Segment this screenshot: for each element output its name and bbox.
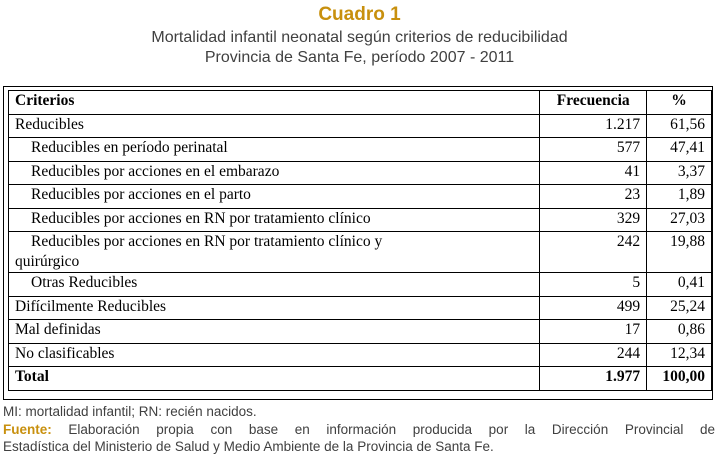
column-header-percent: %: [647, 91, 712, 115]
row-label: Difícilmente Reducibles: [9, 296, 540, 320]
row-percent: 61,56: [647, 114, 712, 138]
row-label: Reducibles por acciones en el embarazo: [9, 161, 540, 185]
row-percent: 12,34: [647, 343, 712, 367]
cuadro-title: Cuadro 1: [318, 4, 401, 25]
row-percent: 19,88: [647, 232, 712, 273]
row-label-line-2: quirúrgico: [15, 253, 80, 270]
table-heading: [0, 4, 719, 26]
row-percent: 3,37: [647, 161, 712, 185]
row-percent: 25,24: [647, 296, 712, 320]
total-percent: 100,00: [647, 367, 712, 391]
table-row: [9, 138, 712, 162]
table-header-row: [9, 91, 712, 115]
abbreviations-note: MI: mortalidad infantil; RN: recién nacidos.: [3, 404, 257, 419]
total-label: Total: [9, 367, 540, 391]
row-label: No clasificables: [9, 343, 540, 367]
row-percent: 0,86: [647, 320, 712, 344]
row-frequency: 1.217: [540, 114, 647, 138]
table-row: [9, 273, 712, 297]
row-label-line-1: Reducibles por acciones en RN por tratamiento clínico y: [31, 233, 383, 250]
table-subtitle-location: Provincia de Santa Fe, período 2007 - 2011: [204, 49, 515, 66]
row-frequency: 329: [540, 208, 647, 232]
row-label: Otras Reducibles: [9, 273, 540, 297]
source-text-line-2: Estadística del Ministerio de Salud y Medio Ambiente de la Provincia de Santa Fe.: [3, 439, 494, 454]
row-label: Reducibles por acciones en el parto: [9, 185, 540, 209]
row-frequency: 577: [540, 138, 647, 162]
table-row: [9, 185, 712, 209]
table-frame: [3, 86, 713, 400]
column-header-criterios: Criterios: [9, 91, 540, 115]
table-row: [9, 208, 712, 232]
row-label: Reducibles: [9, 114, 540, 138]
row-percent: 47,41: [647, 138, 712, 162]
row-label: Reducibles por acciones en RN por tratamiento clínico: [9, 208, 540, 232]
row-label: Mal definidas: [9, 320, 540, 344]
table-row: [9, 343, 712, 367]
row-frequency: 244: [540, 343, 647, 367]
row-frequency: 41: [540, 161, 647, 185]
source-label: Fuente:: [3, 422, 52, 437]
row-percent: 1,89: [647, 185, 712, 209]
row-frequency: 23: [540, 185, 647, 209]
total-frequency: 1.977: [540, 367, 647, 391]
row-frequency: 17: [540, 320, 647, 344]
table-row: [9, 296, 712, 320]
table-subtitle: Mortalidad infantil neonatal según criterios de reducibilidad: [151, 29, 568, 46]
column-header-frecuencia: Frecuencia: [540, 91, 647, 115]
row-percent: 27,03: [647, 208, 712, 232]
row-frequency: 499: [540, 296, 647, 320]
row-label: [9, 232, 540, 273]
table-row: [9, 161, 712, 185]
row-frequency: 5: [540, 273, 647, 297]
source-text-line-1: Elaboración propia con base en información producida por la Dirección Provincial de: [68, 422, 715, 437]
mortality-table: [8, 90, 712, 391]
row-frequency: 242: [540, 232, 647, 273]
source-note: [3, 421, 715, 438]
row-label: Reducibles en período perinatal: [9, 138, 540, 162]
table-total-row: [9, 367, 712, 391]
row-percent: 0,41: [647, 273, 712, 297]
table-row: [9, 232, 712, 273]
table-row: [9, 114, 712, 138]
table-row: [9, 320, 712, 344]
